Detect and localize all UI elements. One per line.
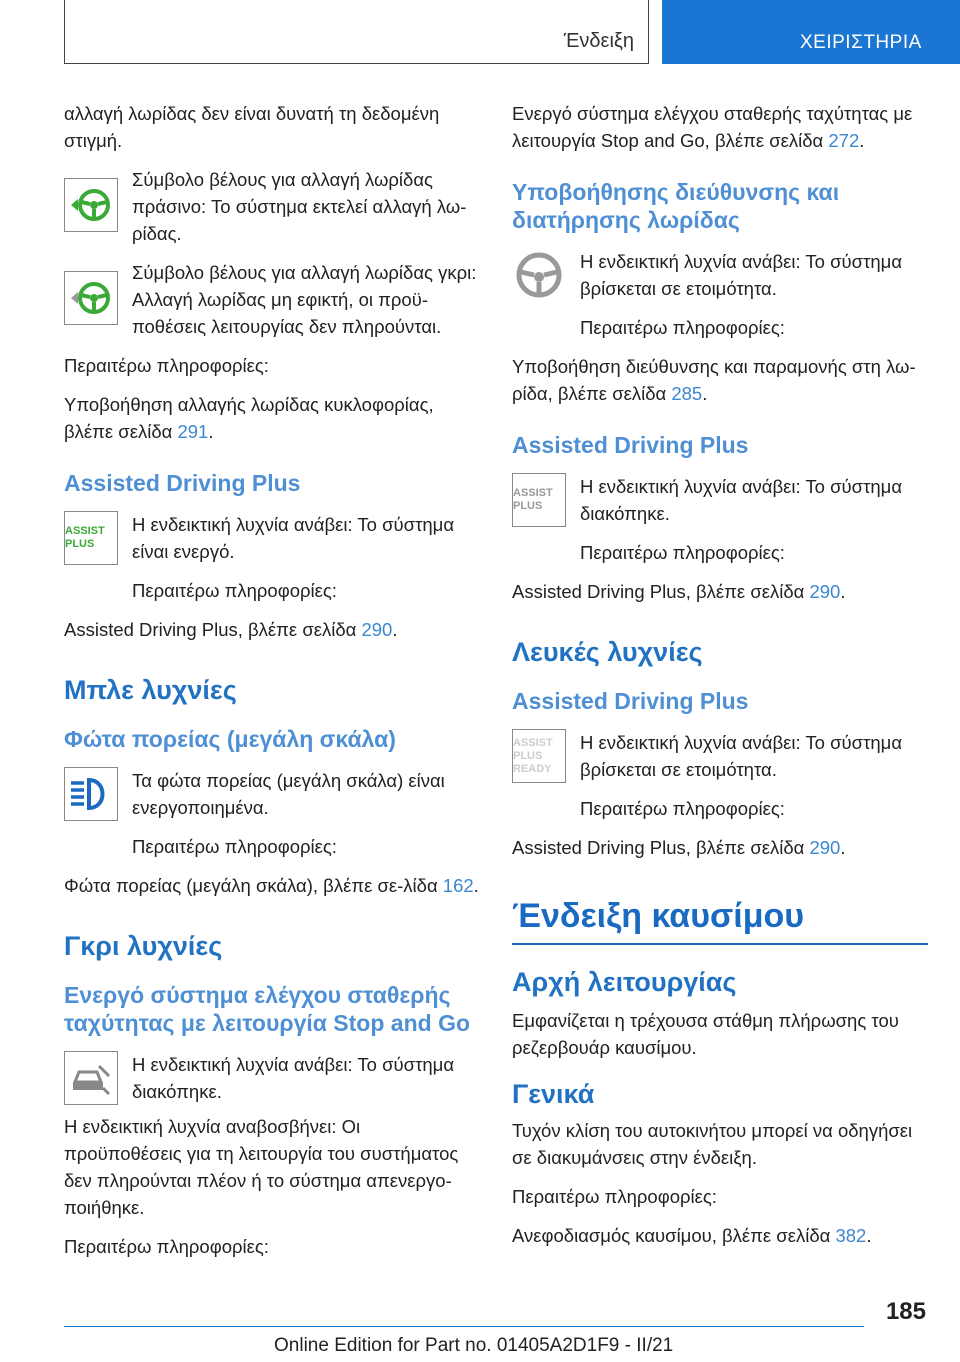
page-link-290[interactable]: 290 (809, 837, 841, 858)
assisted-driving-plus-grey-heading: Assisted Driving Plus (512, 432, 749, 458)
assisted-driving-plus-ready-text: Η ενδεικτική λυχνία ανάβει: Το σύστημα βρίσκεται σε ετοιμότητα. (580, 732, 903, 780)
high-beam-icon (64, 767, 118, 821)
more-info-label: Περαιτέρω πληροφορίες: (580, 317, 785, 338)
footer-divider (64, 1326, 864, 1327)
assisted-driving-plus-heading: Assisted Driving Plus (64, 470, 301, 496)
blue-lights-heading: Μπλε λυχνίες (64, 675, 237, 705)
header-chapter-tab (662, 0, 960, 64)
assisted-driving-plus-ready-row (512, 729, 928, 834)
assisted-driving-plus-row (64, 511, 479, 616)
page-link-290[interactable]: 290 (361, 619, 393, 640)
assisted-driving-plus-reference: Assisted Driving Plus, βλέπε σελίδα 290. (64, 619, 398, 640)
lane-change-green-text: Σύμβολο βέλους για αλλαγή λωρίδας πράσινο: Το σύστημα εκτελεί αλλαγή λω-ρίδας. (132, 169, 467, 244)
assist-plus-grey-icon: ASSIST PLUS (512, 473, 566, 527)
header-section-title: Ένδειξη (563, 30, 634, 52)
assist-plus-ready-icon: ASSIST PLUS READY (512, 729, 566, 783)
steering-assist-row (512, 248, 928, 353)
footer-edition: Online Edition for Part no. 01405A2D1F9 - II/21 (274, 1335, 674, 1356)
page-link-291[interactable]: 291 (177, 421, 209, 442)
active-cruise-control-heading: Ενεργό σύστημα ελέγχου σταθερής ταχύτητας με λειτουργία Stop and Go (64, 982, 471, 1036)
general-heading: Γενικά (512, 1079, 595, 1109)
steering-wheel-green-icon (64, 178, 118, 232)
left-column (64, 100, 479, 1272)
assist-plus-green-icon: ASSIST PLUS (64, 511, 118, 565)
assisted-driving-plus-ready-heading: Assisted Driving Plus (512, 688, 749, 714)
active-cruise-control-reference: Ενεργό σύστημα ελέγχου σταθερής ταχύτητας με λειτουργία Stop and Go, βλέπε σελίδα 272. (512, 103, 913, 151)
lane-change-reference: Υποβοήθηση αλλαγής λωρίδας κυκλοφορίας, βλέπε σελίδα 291. (64, 394, 434, 442)
header-chapter-title: ΧΕΙΡΙΣΤΗΡΙΑ (800, 32, 922, 53)
intro-paragraph: αλλαγή λωρίδας δεν είναι δυνατή τη δεδομένη στιγμή. (64, 103, 440, 151)
high-beam-heading: Φώτα πορείας (μεγάλη σκάλα) (64, 726, 396, 752)
page-link-272[interactable]: 272 (828, 130, 860, 151)
fuel-gauge-heading: Ένδειξη καυσίμου (512, 895, 928, 945)
cruise-control-car-icon (64, 1051, 118, 1105)
steering-assist-text: Η ενδεικτική λυχνία ανάβει: Το σύστημα βρίσκεται σε ετοιμότητα. (580, 251, 903, 299)
grey-lights-heading: Γκρι λυχνίες (64, 931, 223, 961)
more-info-label: Περαιτέρω πληροφορίες: (132, 836, 337, 857)
principle-text: Εμφανίζεται η τρέχουσα στάθμη πλήρωσης του ρεζερβουάρ καυσίμου. (512, 1010, 899, 1058)
assisted-driving-plus-text: Η ενδεικτική λυχνία ανάβει: Το σύστημα είναι ενεργό. (132, 514, 455, 562)
more-info-label: Περαιτέρω πληροφορίες: (132, 580, 337, 601)
high-beam-text: Τα φώτα πορείας (μεγάλη σκάλα) είναι ενεργοποιημένα. (132, 770, 445, 818)
page-link-290[interactable]: 290 (809, 581, 841, 602)
page-link-382[interactable]: 382 (835, 1225, 867, 1246)
active-cruise-control-row (64, 1051, 479, 1117)
lane-change-green-row (64, 166, 479, 259)
active-cruise-control-text1: Η ενδεικτική λυχνία ανάβει: Το σύστημα διακόπηκε. (132, 1054, 455, 1102)
steering-assist-heading: Υποβοήθησης διεύθυνσης και διατήρησης λωρίδας (512, 179, 840, 233)
principle-heading: Αρχή λειτουργίας (512, 967, 737, 997)
page-number: 185 (885, 1298, 926, 1325)
assisted-driving-plus-grey-reference: Assisted Driving Plus, βλέπε σελίδα 290. (512, 581, 846, 602)
more-info-label: Περαιτέρω πληροφορίες: (580, 542, 785, 563)
lane-change-grey-row (64, 259, 479, 352)
more-info-label: Περαιτέρω πληροφορίες: (64, 1236, 269, 1257)
lane-change-grey-text: Σύμβολο βέλους για αλλαγή λωρίδας γκρι: Αλλαγή λωρίδας μη εφικτή, οι προϋ-ποθέσεις λειτουργίας δεν πληρούνται. (132, 262, 477, 337)
more-info-label: Περαιτέρω πληροφορίες: (512, 1186, 717, 1207)
steering-assist-reference: Υποβοήθηση διεύθυνσης και παραμονής στη λω-ρίδα, βλέπε σελίδα 285. (512, 356, 916, 404)
right-column (512, 100, 928, 1261)
header-section-box (64, 0, 649, 64)
steering-wheel-grey-green-icon (64, 271, 118, 325)
assisted-driving-plus-ready-reference: Assisted Driving Plus, βλέπε σελίδα 290. (512, 837, 846, 858)
page-link-285[interactable]: 285 (671, 383, 703, 404)
steering-wheel-grey-icon (512, 248, 566, 302)
high-beam-row (64, 767, 479, 872)
assisted-driving-plus-grey-row (512, 473, 928, 578)
general-text: Τυχόν κλίση του αυτοκινήτου μπορεί να οδηγήσει σε διακυμάνσεις στην ένδειξη. (512, 1120, 913, 1168)
more-info-label: Περαιτέρω πληροφορίες: (64, 355, 269, 376)
more-info-label: Περαιτέρω πληροφορίες: (580, 798, 785, 819)
active-cruise-control-text2: Η ενδεικτική λυχνία αναβοσβήνει: Οι προϋποθέσεις για τη λειτουργία του συστήματος δεν πληρούνται πλέον ή το σύστημα απενεργο-ποιήθηκε. (64, 1116, 459, 1218)
fuel-reference: Ανεφοδιασμός καυσίμου, βλέπε σελίδα 382. (512, 1225, 872, 1246)
page-link-162[interactable]: 162 (442, 875, 474, 896)
white-lights-heading: Λευκές λυχνίες (512, 637, 703, 667)
assisted-driving-plus-grey-text: Η ενδεικτική λυχνία ανάβει: Το σύστημα διακόπηκε. (580, 476, 903, 524)
high-beam-reference: Φώτα πορείας (μεγάλη σκάλα), βλέπε σε-λίδα 162. (64, 875, 479, 896)
